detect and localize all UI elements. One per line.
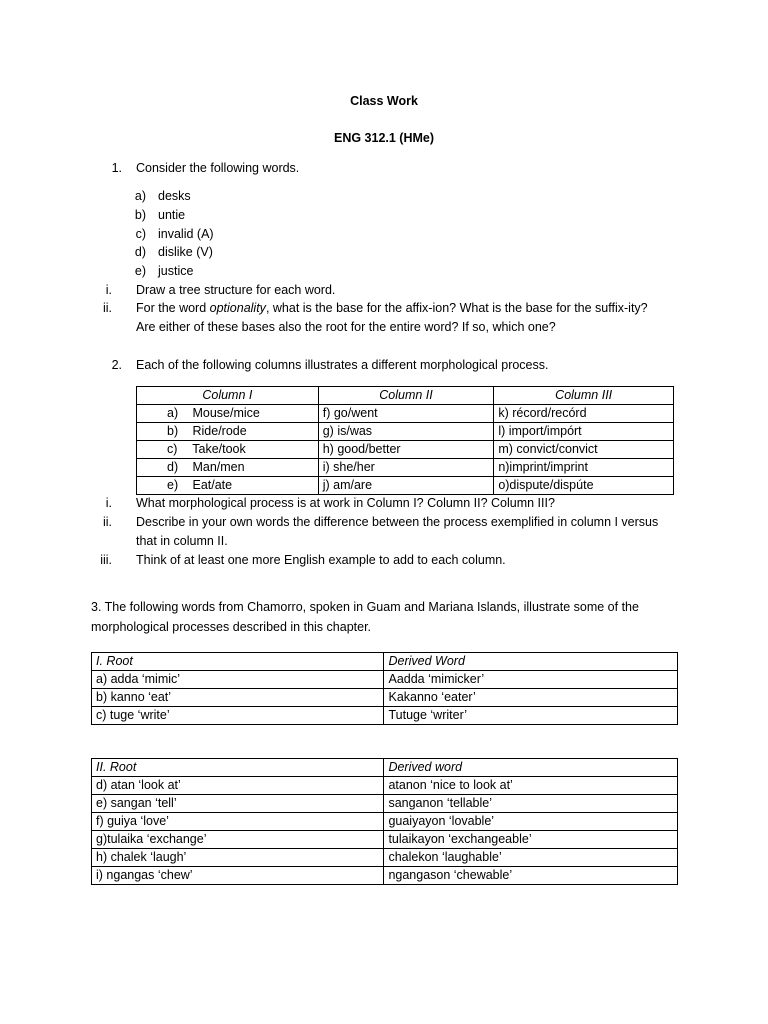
column-header: II. Root bbox=[92, 759, 384, 777]
table-cell bbox=[137, 441, 319, 459]
table-cell: d) atan ‘look at’ bbox=[92, 777, 384, 795]
q1-sub-label: ii. bbox=[102, 301, 112, 315]
table-cell: Aadda ‘mimicker’ bbox=[384, 671, 678, 689]
table-cell: guaiyayon ‘lovable’ bbox=[384, 813, 678, 831]
q2-prompt: Each of the following columns illustrates a different morphological process. bbox=[136, 358, 549, 372]
table-cell: Kakanno ‘eater’ bbox=[384, 689, 678, 707]
table-cell: f) guiya ‘love’ bbox=[92, 813, 384, 831]
row-label: a) bbox=[167, 406, 179, 420]
cell-text: Ride/rode bbox=[192, 424, 247, 438]
table-cell: k) récord/recórd bbox=[494, 405, 674, 423]
table-header-row bbox=[137, 387, 674, 405]
q1-item-text: desks bbox=[158, 189, 191, 203]
column-header: Column I bbox=[137, 387, 319, 405]
cell-text: Mouse/mice bbox=[192, 406, 260, 420]
row-label: b) bbox=[167, 424, 179, 438]
q2-sub-text: Describe in your own words the difference between the process exemplified in column I versus bbox=[136, 515, 659, 529]
table-cell: m) convict/convict bbox=[494, 441, 674, 459]
table-cell: a) adda ‘mimic’ bbox=[92, 671, 384, 689]
q1-sub-text bbox=[136, 301, 648, 315]
row-label: d) bbox=[167, 460, 179, 474]
table-cell: o)dispute/dispúte bbox=[494, 477, 674, 495]
table-cell: j) am/are bbox=[318, 477, 494, 495]
table-cell: g) is/was bbox=[318, 423, 494, 441]
q1-sub-text-post: , what is the base for the affix-ion? What is the base for the suffix-ity? bbox=[265, 301, 648, 315]
page-title: Class Work bbox=[350, 94, 418, 108]
table-cell: ngangason ‘chewable’ bbox=[384, 867, 678, 885]
q1-sub-text-line2: Are either of these bases also the root for the entire word? If so, which one? bbox=[136, 320, 556, 334]
cell-text: Eat/ate bbox=[192, 478, 233, 492]
row-label: c) bbox=[167, 442, 178, 456]
q1-sub-label: i. bbox=[105, 283, 112, 297]
table-cell: h) good/better bbox=[318, 441, 494, 459]
q1-item-text: invalid (A) bbox=[158, 227, 214, 241]
table-row bbox=[137, 459, 674, 477]
q1-item-text: untie bbox=[158, 208, 186, 222]
table-cell: Tutuge ‘writer’ bbox=[384, 707, 678, 725]
q1-item-label: e) bbox=[134, 264, 146, 278]
chamorro-table-2 bbox=[91, 758, 678, 885]
table-cell: c) tuge ‘write’ bbox=[92, 707, 384, 725]
table-cell bbox=[137, 477, 319, 495]
row-label: e) bbox=[167, 478, 179, 492]
q1-item-label: a) bbox=[134, 189, 146, 203]
table-row bbox=[137, 405, 674, 423]
q1-item-label: b) bbox=[134, 208, 146, 222]
table-cell: atanon ‘nice to look at’ bbox=[384, 777, 678, 795]
q3-prompt-line1: 3. The following words from Chamorro, spoken in Guam and Mariana Islands, illustrate some of the bbox=[91, 600, 639, 614]
table-cell: chalekon ‘laughable’ bbox=[384, 849, 678, 867]
q3-prompt-line2: morphological processes described in this chapter. bbox=[91, 620, 372, 634]
q2-sub-text: What morphological process is at work in Column I? Column II? Column III? bbox=[136, 496, 555, 510]
table-cell: tulaikayon ‘exchangeable’ bbox=[384, 831, 678, 849]
table-row bbox=[92, 777, 678, 795]
cell-text: Man/men bbox=[192, 460, 245, 474]
q1-item-text: dislike (V) bbox=[158, 245, 213, 259]
column-header: Derived Word bbox=[384, 653, 678, 671]
table-row bbox=[137, 423, 674, 441]
table-cell: e) sangan ‘tell’ bbox=[92, 795, 384, 813]
table-row bbox=[92, 813, 678, 831]
column-header: Column III bbox=[494, 387, 674, 405]
table-cell: i) ngangas ‘chew’ bbox=[92, 867, 384, 885]
table-row bbox=[137, 441, 674, 459]
table-row bbox=[92, 795, 678, 813]
table-cell bbox=[137, 459, 319, 477]
chamorro-table-1 bbox=[91, 652, 678, 725]
q1-item-label: d) bbox=[134, 245, 146, 259]
q2-number: 2. bbox=[111, 358, 122, 372]
q2-sub-text: Think of at least one more English example to add to each column. bbox=[136, 553, 506, 567]
morphology-table bbox=[136, 386, 674, 495]
table-cell: n)imprint/imprint bbox=[494, 459, 674, 477]
q2-sub-text-line2: that in column II. bbox=[136, 534, 228, 548]
table-cell bbox=[137, 423, 319, 441]
course-code: ENG 312.1 (HMe) bbox=[333, 131, 435, 145]
table-cell: i) she/her bbox=[318, 459, 494, 477]
table-cell: g)tulaika ‘exchange’ bbox=[92, 831, 384, 849]
table-cell: l) import/impórt bbox=[494, 423, 674, 441]
q2-sub-label: i. bbox=[105, 496, 112, 510]
cell-text: Take/took bbox=[192, 442, 246, 456]
table-row bbox=[92, 849, 678, 867]
q1-sub-text-pre: For the word bbox=[136, 301, 210, 315]
table-cell bbox=[137, 405, 319, 423]
q1-sub-text-emphasis: optionality bbox=[209, 301, 266, 315]
q1-item-text: justice bbox=[158, 264, 194, 278]
q1-number: 1. bbox=[111, 161, 122, 175]
table-row bbox=[92, 831, 678, 849]
column-header: Column II bbox=[318, 387, 494, 405]
q2-sub-label: iii. bbox=[100, 553, 112, 567]
q2-sub-label: ii. bbox=[102, 515, 112, 529]
table-cell: h) chalek ‘laugh’ bbox=[92, 849, 384, 867]
table-cell: sanganon ‘tellable’ bbox=[384, 795, 678, 813]
table-row bbox=[137, 477, 674, 495]
q1-sub-text: Draw a tree structure for each word. bbox=[136, 283, 336, 297]
table-cell: b) kanno ‘eat’ bbox=[92, 689, 384, 707]
column-header: I. Root bbox=[92, 653, 384, 671]
table-header-row bbox=[92, 759, 678, 777]
table-row bbox=[92, 867, 678, 885]
table-row bbox=[92, 707, 678, 725]
table-header-row bbox=[92, 653, 678, 671]
table-row bbox=[92, 689, 678, 707]
table-row bbox=[92, 671, 678, 689]
q1-prompt: Consider the following words. bbox=[136, 161, 300, 175]
q1-item-label: c) bbox=[135, 227, 146, 241]
column-header: Derived word bbox=[384, 759, 678, 777]
table-cell: f) go/went bbox=[318, 405, 494, 423]
